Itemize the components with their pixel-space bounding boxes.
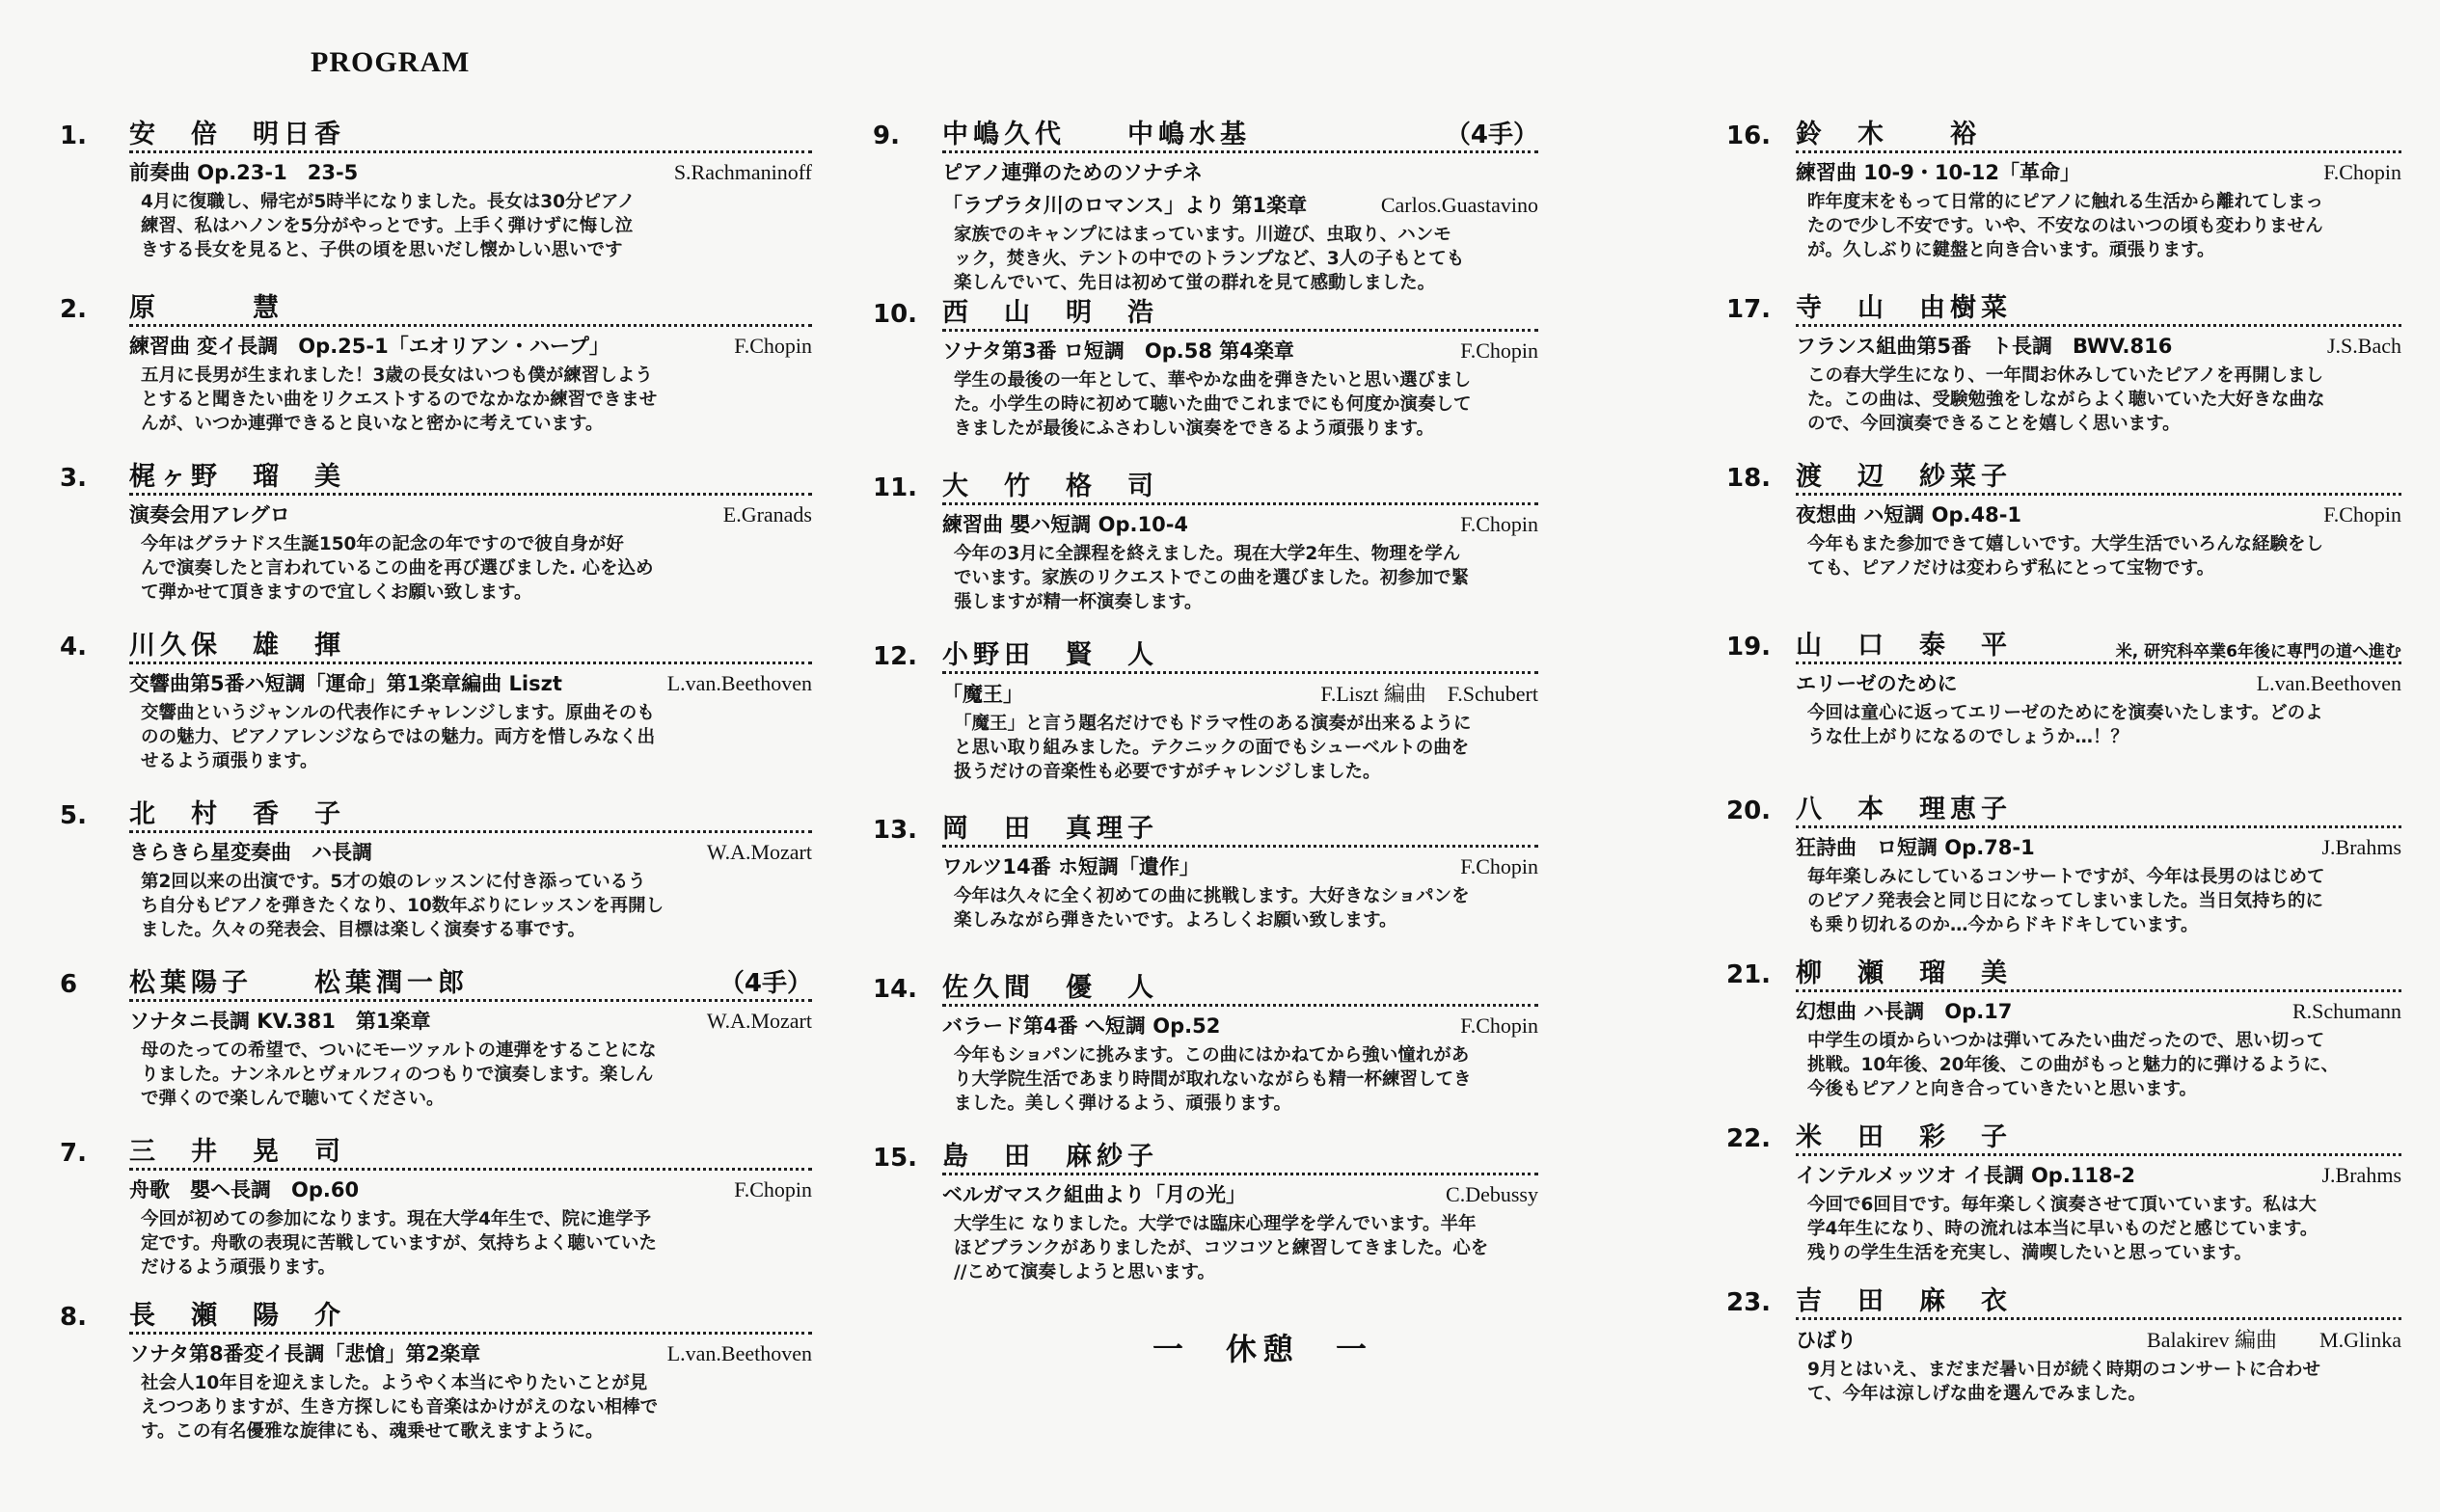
piece-title: ソナタニ長調 KV.381 第1楽章 — [129, 1010, 431, 1033]
piece-row — [1796, 996, 2401, 1025]
entry-header — [873, 1136, 1538, 1175]
entry-number: 19. — [1726, 633, 1772, 662]
comment-line: 第2回以来の出演です。5才の娘のレッスンに付き添っているう — [141, 872, 646, 892]
comment-line: 4月に復職し、帰宅が5時半になりました。長女は30分ピアノ — [141, 192, 636, 212]
program-entry — [873, 466, 1538, 614]
program-entry — [60, 962, 812, 1111]
performer-name: 寺 山 由樹菜 — [1796, 293, 2012, 323]
entry-header — [1726, 789, 2401, 828]
entry-comment — [954, 884, 1538, 932]
entry-header — [60, 1131, 812, 1171]
performer-name: 小野田 賢 人 — [942, 640, 1158, 670]
comment-line: す。この有名優雅な旋律にも、魂乗せて歌えますように。 — [141, 1421, 604, 1442]
piece-row — [129, 1006, 812, 1035]
entry-number: 21. — [1726, 960, 1772, 989]
piece-row — [1796, 1324, 2401, 1354]
piece-title: 演奏会用アレグロ — [129, 503, 290, 526]
piece-title: フランス組曲第5番 ト長調 BWV.816 — [1796, 335, 2173, 358]
piece-title: 練習曲 10-9・10-12「革命」 — [1796, 161, 2081, 184]
comment-line: 残りの学生生活を充実し、満喫したいと思っています。 — [1807, 1243, 2253, 1263]
performer-name: 米 田 彩 子 — [1796, 1122, 2012, 1152]
piece-subtitle: 「ラプラタ川のロマンス」より 第1楽章 — [942, 194, 1308, 217]
performer-note: （4手） — [1445, 121, 1538, 149]
program-entry — [1726, 953, 2401, 1101]
piece-title: エリーゼのために — [1796, 672, 1958, 695]
performer-name: 三 井 晃 司 — [129, 1137, 345, 1167]
composer-name: F.Chopin — [2323, 160, 2401, 184]
piece-title: 夜想曲 ハ短調 Op.48-1 — [1796, 503, 2022, 526]
entry-header — [873, 292, 1538, 332]
entry-header — [1726, 114, 2401, 153]
entry-comment — [141, 870, 812, 942]
entry-number: 3. — [60, 464, 87, 493]
comment-line: で弾くので楽しんで聴いてください。 — [141, 1089, 445, 1109]
comment-line: 張しますが精一杯演奏します。 — [954, 592, 1203, 612]
comment-line: 社会人10年目を迎えました。ようやく本当にやりたいことが見 — [141, 1373, 648, 1393]
piece-row — [942, 157, 1538, 186]
performer-name: 梶ヶ野 瑠 美 — [129, 462, 345, 492]
entry-header — [1726, 287, 2401, 327]
entry-number: 15. — [873, 1144, 918, 1173]
comment-line: 今年もまた参加できて嬉しいです。大学生活でいろんな経験をし — [1807, 534, 2324, 554]
composer-name: J.Brahms — [2321, 1163, 2401, 1187]
performer-name: 山 口 泰 平 — [1796, 631, 2012, 661]
performer-note: 米, 研究科卒業6年後に専門の道へ進む — [2115, 642, 2401, 662]
comment-line: 今後もピアノと向き合っていきたいと思います。 — [1807, 1079, 2198, 1099]
piece-title: きらきら星変奏曲 ハ長調 — [129, 841, 372, 864]
comment-line: んで演奏したと言われているこの曲を再び選びました. 心を込め — [141, 558, 654, 579]
piece-title: ひばり — [1796, 1329, 1857, 1352]
entry-comment — [141, 190, 812, 262]
entry-header — [873, 634, 1538, 674]
performer-name: 長 瀬 陽 介 — [129, 1301, 345, 1331]
piece-row — [1796, 1160, 2401, 1189]
entry-comment — [141, 1371, 812, 1444]
comment-line: でいます。家族のリクエストでこの曲を選びました。初参加で緊 — [954, 568, 1470, 588]
performer-name: 中嶋久代 中嶋水基 — [942, 120, 1251, 149]
program-entry — [60, 114, 812, 262]
comment-line: 家族でのキャンプにはまっています。川遊び、虫取り、ハンモ — [954, 225, 1451, 245]
entry-comment — [954, 1043, 1538, 1116]
program-entry — [60, 794, 812, 942]
piece-row — [942, 336, 1538, 364]
entry-comment — [141, 364, 812, 436]
entry-comment — [954, 223, 1538, 295]
comment-line: 楽しみながら弾きたいです。よろしくお願い致します。 — [954, 910, 1397, 931]
entry-comment — [1807, 190, 2401, 262]
page-title: PROGRAM — [311, 46, 471, 78]
performer-name: 吉 田 麻 衣 — [1796, 1286, 2012, 1316]
program-entry — [60, 625, 812, 773]
entry-number: 8. — [60, 1303, 87, 1332]
comment-line: ので、今回演奏できることを嬉しく思います。 — [1807, 414, 2181, 434]
composer-name: L.van.Beethoven — [2256, 671, 2401, 695]
comment-line: 今年は久々に全く初めての曲に挑戦します。大好きなショパンを — [954, 886, 1470, 906]
piece-title: ピアノ連弾のためのソナチネ — [942, 161, 1204, 184]
composer-name: J.Brahms — [2321, 835, 2401, 859]
performer-name: 島 田 麻紗子 — [942, 1142, 1158, 1172]
comment-line: のピアノ発表会と同じ日になってしまいました。当日気持ち的に — [1807, 891, 2324, 911]
program-entry — [873, 634, 1538, 784]
performer-name: 原 慧 — [129, 293, 284, 323]
entry-number: 23. — [1726, 1288, 1772, 1317]
comment-line: 学生の最後の一年として、華やかな曲を弾きたいと思い選びまし — [954, 370, 1472, 391]
entry-header — [60, 456, 812, 496]
composer-name: W.A.Mozart — [706, 1009, 812, 1033]
piece-title: ソナタ第8番変イ長調「悲愴」第2楽章 — [129, 1342, 481, 1365]
program-entry — [873, 114, 1538, 295]
piece-title: バラード第4番 へ短調 Op.52 — [942, 1014, 1221, 1038]
comment-line: 楽しんでいて、先日は初めて蛍の群れを見て感動しました。 — [954, 273, 1436, 293]
composer-name: F.Chopin — [734, 334, 812, 358]
entry-number: 4. — [60, 633, 87, 662]
comment-line: 今回が初めての参加になります。現在大学4年生で、院に進学予 — [141, 1209, 652, 1229]
entry-header — [873, 967, 1538, 1007]
comment-line: 学4年生になり、時の流れは本当に早いものだと感じています。 — [1807, 1219, 2318, 1239]
comment-line: り大学院生活であまり時間が取れないながらも精一杯練習してき — [954, 1069, 1472, 1090]
comment-line: えつつありますが、生き方探しにも音楽はかけがえのない相棒で — [141, 1397, 659, 1418]
composer-name: R.Schumann — [2291, 999, 2401, 1023]
entry-number: 20. — [1726, 796, 1772, 825]
piece-title: 練習曲 変イ長調 Op.25-1「エオリアン・ハープ」 — [129, 335, 610, 358]
piece-title: 前奏曲 Op.23-1 23-5 — [129, 161, 359, 184]
entry-comment — [141, 532, 812, 605]
comment-line: が。久しぶりに鍵盤と向き合います。頑張ります。 — [1807, 240, 2215, 260]
program-entry — [1726, 789, 2401, 937]
comment-line: 昨年度末をもって日常的にピアノに触れる生活から離れてしまっ — [1807, 192, 2324, 212]
composer-name: F.Chopin — [1460, 512, 1538, 536]
composer-name: F.Chopin — [1460, 854, 1538, 878]
comment-line: 定です。舟歌の表現に苦戦していますが、気持ちよく聴いていた — [141, 1233, 658, 1254]
entry-number: 6 — [60, 970, 78, 999]
entry-header — [1726, 1117, 2401, 1156]
entry-comment — [1807, 1193, 2401, 1265]
entry-number: 12. — [873, 642, 918, 671]
composer-name: F.Liszt 編曲 F.Schubert — [1320, 682, 1538, 706]
entry-number: 9. — [873, 122, 900, 150]
entry-comment — [954, 368, 1538, 441]
comment-line: た。小学生の時に初めて聴いた曲でこれまでにも何度か演奏して — [954, 394, 1472, 415]
entry-number: 10. — [873, 300, 918, 329]
entry-header — [873, 466, 1538, 505]
piece-row — [129, 668, 812, 697]
piece-row — [1796, 668, 2401, 697]
piece-row — [129, 500, 812, 528]
composer-name: J.S.Bach — [2327, 334, 2401, 358]
piece-row — [942, 851, 1538, 880]
comment-line: 今年はグラナドス生誕150年の記念の年ですので彼自身が好 — [141, 534, 624, 554]
comment-line: も乗り切れるのか…今からドキドキしています。 — [1807, 915, 2199, 935]
composer-name: W.A.Mozart — [706, 840, 812, 864]
piece-title: 舟歌 嬰ヘ長調 Op.60 — [129, 1178, 360, 1202]
composer-name: L.van.Beethoven — [666, 1341, 812, 1365]
performer-name: 北 村 香 子 — [129, 799, 345, 829]
entry-comment — [1807, 364, 2401, 436]
piece-row — [1796, 331, 2401, 360]
performer-name: 松葉陽子 松葉潤一郎 — [129, 968, 469, 998]
entry-header — [60, 625, 812, 664]
entry-number: 1. — [60, 122, 87, 150]
comment-line: うな仕上がりになるのでしょうか…！？ — [1807, 727, 2129, 747]
piece-title: 「魔王」 — [942, 683, 1023, 706]
entry-number: 11. — [873, 473, 918, 502]
entry-header — [1726, 953, 2401, 992]
entry-header — [60, 1295, 812, 1335]
program-entry — [1726, 1281, 2401, 1406]
entry-comment — [141, 1207, 812, 1280]
entry-number: 7. — [60, 1139, 87, 1168]
piece-subtitle-row — [942, 190, 1538, 219]
performer-name: 岡 田 真理子 — [942, 814, 1158, 844]
comment-line: とすると聞きたい曲をリクエストするのでなかなか練習できませ — [141, 390, 658, 410]
performer-name: 大 竹 格 司 — [942, 472, 1158, 501]
entry-number: 22. — [1726, 1124, 1772, 1153]
comment-line: ました。美しく弾けるよう、頑張ります。 — [954, 1094, 1292, 1114]
entry-comment — [954, 1212, 1538, 1284]
piece-title: インテルメッツオ イ長調 Op.118-2 — [1796, 1164, 2135, 1187]
comment-line: た。この曲は、受験勉強をしながらよく聴いていた大好きな曲な — [1807, 390, 2325, 410]
composer-name: F.Chopin — [2323, 502, 2401, 526]
performer-name: 渡 辺 紗菜子 — [1796, 462, 2012, 492]
comment-line: 交響曲というジャンルの代表作にチャレンジします。原曲そのも — [141, 703, 655, 723]
comment-line: 練習、私はハノンを5分がやっとです。上手く弾けずに悔し泣 — [141, 216, 634, 236]
piece-row — [1796, 500, 2401, 528]
program-entry — [873, 292, 1538, 441]
comment-line: ても、ピアノだけは変わらず私にとって宝物です。 — [1807, 558, 2215, 579]
performer-name: 安 倍 明日香 — [129, 120, 345, 149]
piece-title: 幻想曲 ハ長調 Op.17 — [1796, 1000, 2013, 1023]
piece-row — [129, 157, 812, 186]
program-entry — [1726, 287, 2401, 436]
piece-title: ソナタ第3番 ロ短調 Op.58 第4楽章 — [942, 339, 1294, 363]
entry-number: 16. — [1726, 122, 1772, 150]
entry-comment — [954, 712, 1538, 784]
program-entry — [60, 287, 812, 436]
entry-header — [60, 287, 812, 327]
comment-line: きましたが最後にふさわしい演奏をできるよう頑張ります。 — [954, 418, 1435, 439]
composer-name: S.Rachmaninoff — [673, 160, 812, 184]
performer-name: 川久保 雄 揮 — [129, 631, 345, 661]
program-entry — [1726, 114, 2401, 262]
composer-name: Carlos.Guastavino — [1380, 193, 1538, 217]
piece-row — [1796, 157, 2401, 186]
comment-line: 扱うだけの音楽性も必要ですがチャレンジしました。 — [954, 762, 1381, 782]
piece-title: ベルガマスク組曲より「月の光」 — [942, 1183, 1246, 1206]
entry-comment — [1807, 1358, 2401, 1406]
comment-line: 毎年楽しみにしているコンサートですが、今年は長男のはじめて — [1807, 867, 2325, 887]
program-entry — [873, 808, 1538, 932]
entry-number: 5. — [60, 801, 87, 830]
comment-line: 挑戦。10年後、20年後、この曲がもっと魅力的に弾けるように、 — [1807, 1055, 2339, 1075]
program-entry — [873, 967, 1538, 1116]
entry-comment — [1807, 532, 2401, 580]
composer-name: E.Granads — [722, 502, 812, 526]
composer-name: Balakirev 編曲 M.Glinka — [2147, 1328, 2401, 1352]
piece-row — [942, 509, 1538, 538]
program-entry — [1726, 625, 2401, 749]
entry-comment — [141, 701, 812, 773]
piece-row — [942, 678, 1538, 708]
comment-line: 中学生の頃からいつかは弾いてみたい曲だったので、思い切って — [1807, 1031, 2325, 1051]
piece-row — [1796, 832, 2401, 861]
comment-line: 「魔王」と言う題名だけでもドラマ性のある演奏が出来るように — [954, 714, 1472, 734]
entry-number: 13. — [873, 816, 918, 845]
composer-name: C.Debussy — [1446, 1182, 1538, 1206]
composer-name: L.van.Beethoven — [666, 671, 812, 695]
entry-comment — [1807, 701, 2401, 749]
comment-line: せるよう頑張ります。 — [141, 751, 318, 771]
comment-line: //こめて演奏しようと思います。 — [954, 1262, 1216, 1282]
entry-number: 2. — [60, 295, 87, 324]
entry-header — [60, 794, 812, 833]
piece-row — [129, 1338, 812, 1367]
piece-row — [942, 1179, 1538, 1208]
piece-row — [129, 1174, 812, 1203]
piece-row — [129, 331, 812, 360]
entry-header — [60, 962, 812, 1002]
composer-name: F.Chopin — [734, 1177, 812, 1202]
comment-line: 今年もショパンに挑みます。この曲にはかねてから強い憧れがあ — [954, 1045, 1470, 1066]
entry-header — [60, 114, 812, 153]
entry-comment — [1807, 865, 2401, 937]
comment-line: ち自分もピアノを弾きたくなり、10数年ぶりにレッスンを再開し — [141, 896, 664, 916]
comment-line: 五月に長男が生まれました！3歳の長女はいつも僕が練習しよう — [141, 365, 653, 386]
performer-name: 柳 瀬 瑠 美 — [1796, 958, 2012, 988]
entry-number: 14. — [873, 975, 918, 1004]
performer-note: （4手） — [718, 969, 812, 998]
piece-title: 交響曲第5番ハ短調「運命」第1楽章編曲 Liszt — [129, 672, 562, 695]
performer-name: 鈴 木 裕 — [1796, 120, 1981, 149]
comment-line: この春大学生になり、一年間お休みしていたピアノを再開しまし — [1807, 365, 2324, 386]
composer-name: F.Chopin — [1460, 338, 1538, 363]
comment-line: ました。久々の発表会、目標は楽しく演奏する事です。 — [141, 920, 586, 940]
entry-header — [1726, 1281, 2401, 1320]
program-entry — [873, 1136, 1538, 1284]
intermission-label: 一 休憩 一 — [1152, 1331, 1373, 1367]
composer-name: F.Chopin — [1460, 1013, 1538, 1038]
comment-line: ほどブランクがありましたが、コツコツと練習してきました。心を — [954, 1238, 1489, 1258]
piece-title: ワルツ14番 ホ短調「遺作」 — [942, 855, 1200, 878]
entry-comment — [1807, 1029, 2401, 1101]
entry-header — [873, 114, 1538, 153]
comment-line: 今回は童心に返ってエリーゼのためにを演奏いたします。どのよ — [1807, 703, 2323, 723]
comment-line: だけるよう頑張ります。 — [141, 1257, 337, 1278]
comment-line: りました。ナンネルとヴォルフィのつもりで演奏します。楽しん — [141, 1065, 654, 1085]
program-entry — [60, 456, 812, 605]
comment-line: 今回で6回目です。毎年楽しく演奏させて頂いています。私は大 — [1807, 1195, 2317, 1215]
performer-name: 八 本 理恵子 — [1796, 795, 2012, 824]
entry-header — [1726, 625, 2401, 664]
piece-row — [129, 837, 812, 866]
entry-number: 18. — [1726, 464, 1772, 493]
piece-row — [942, 1011, 1538, 1040]
comment-line: と思い取り組みました。テクニックの面でもシューベルトの曲を — [954, 738, 1470, 758]
performer-name: 佐久間 優 人 — [942, 973, 1158, 1003]
comment-line: のの魅力、ピアノアレンジならではの魅力。両方を惜しみなく出 — [141, 727, 656, 747]
performer-name: 西 山 明 浩 — [942, 298, 1158, 328]
program-entry — [60, 1295, 812, 1444]
comment-line: 今年の3月に全課程を終えました。現在大学2年生、物理を学ん — [954, 544, 1461, 564]
comment-line: んが、いつか連弾できると良いなと密かに考えています。 — [141, 414, 604, 434]
comment-line: たので少し不安です。いや、不安なのはいつの頃も変わりません — [1807, 216, 2323, 236]
piece-title: 練習曲 嬰ハ短調 Op.10-4 — [942, 513, 1189, 536]
comment-line: ック，焚き火、テントの中でのトランプなど、3人の子もとても — [954, 249, 1465, 269]
piece-title: 狂詩曲 ロ短調 Op.78-1 — [1796, 836, 2035, 859]
comment-line: て弾かせて頂きますので宜しくお願い致します。 — [141, 582, 532, 603]
program-entry — [60, 1131, 812, 1280]
comment-line: て、今年は涼しげな曲を選んでみました。 — [1807, 1384, 2147, 1404]
program-entry — [1726, 1117, 2401, 1265]
entry-number: 17. — [1726, 295, 1772, 324]
comment-line: きする長女を見ると、子供の頃を思いだし懐かしい思いです — [141, 240, 623, 260]
entry-header — [1726, 456, 2401, 496]
entry-header — [873, 808, 1538, 848]
program-entry — [1726, 456, 2401, 580]
comment-line: 9月とはいえ、まだまだ暑い日が続く時期のコンサートに合わせ — [1807, 1360, 2320, 1380]
comment-line: 母のたっての希望で、ついにモーツァルトの連弾をすることにな — [141, 1040, 657, 1061]
comment-line: 大学生に なりました。大学では臨床心理学を学んでいます。半年 — [954, 1214, 1477, 1234]
entry-comment — [954, 542, 1538, 614]
entry-comment — [141, 1039, 812, 1111]
